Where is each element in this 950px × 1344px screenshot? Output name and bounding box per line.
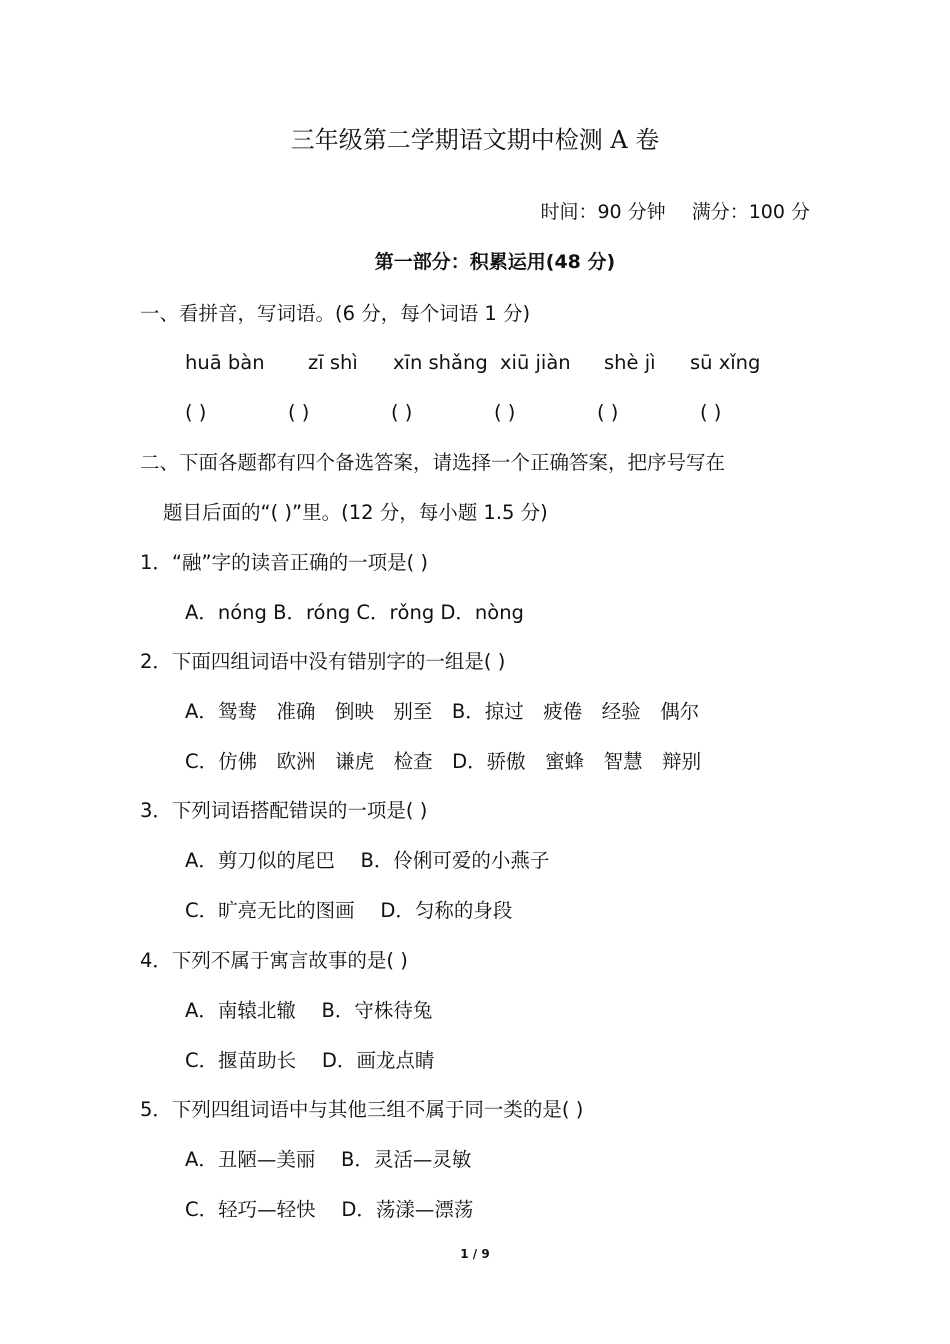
question-stem: 5．下列四组词语中与其他三组不属于同一类的是( ) bbox=[140, 1098, 584, 1121]
pinyin-item: huā bàn bbox=[185, 351, 265, 374]
question-options: C．仿佛 欧洲 谦虎 检查 D．骄傲 蜜蜂 智慧 辩别 bbox=[185, 750, 702, 773]
question-options: C．轻巧—轻快 D．荡漾—漂荡 bbox=[185, 1198, 474, 1221]
question-options: A．丑陋—美丽 B．灵活—灵敏 bbox=[185, 1148, 472, 1171]
pinyin-item: shè jì bbox=[604, 351, 656, 374]
question-options: A．剪刀似的尾巴 B．伶俐可爱的小燕子 bbox=[185, 849, 550, 872]
answer-blank[interactable]: ( ) bbox=[391, 401, 413, 424]
answer-blank[interactable]: ( ) bbox=[700, 401, 722, 424]
question-stem: 4．下列不属于寓言故事的是( ) bbox=[140, 949, 408, 972]
section2-heading-cont: 题目后面的“( )”里。(12 分，每小题 1.5 分) bbox=[163, 501, 548, 524]
pinyin-item: xīn shǎng bbox=[393, 351, 488, 374]
exam-full-score: 满分：100 分 bbox=[691, 201, 810, 223]
pinyin-item: xiū jiàn bbox=[500, 351, 571, 374]
part-one-heading: 第一部分：积累运用(48 分) bbox=[374, 251, 616, 273]
question-options: A．nóng B．róng C．rǒng D．nòng bbox=[185, 601, 524, 624]
question-options: C．揠苗助长 D．画龙点睛 bbox=[185, 1049, 435, 1072]
answer-blank[interactable]: ( ) bbox=[185, 401, 207, 424]
exam-meta bbox=[514, 203, 810, 222]
pinyin-item: sū xǐng bbox=[690, 351, 761, 374]
answer-blank[interactable]: ( ) bbox=[597, 401, 619, 424]
question-options: A．鸳鸯 准确 倒映 别至 B．掠过 疲倦 经验 偶尔 bbox=[185, 700, 700, 723]
question-options: C．旷亮无比的图画 D．匀称的身段 bbox=[185, 899, 513, 922]
page-number: 1 / 9 bbox=[460, 1247, 490, 1261]
question-stem: 1．“融”字的读音正确的一项是( ) bbox=[140, 551, 429, 574]
section1-heading: 一、看拼音，写词语。(6 分，每个词语 1 分) bbox=[140, 302, 531, 325]
page-title: 三年级第二学期语文期中检测 A 卷 bbox=[290, 126, 660, 154]
answer-blank[interactable]: ( ) bbox=[288, 401, 310, 424]
answer-blank[interactable]: ( ) bbox=[494, 401, 516, 424]
exam-time: 时间：90 分钟 bbox=[540, 201, 666, 223]
question-stem: 3．下列词语搭配错误的一项是( ) bbox=[140, 799, 428, 822]
question-options: A．南辕北辙 B．守株待兔 bbox=[185, 999, 433, 1022]
pinyin-item: zī shì bbox=[308, 351, 358, 374]
section2-heading: 二、下面各题都有四个备选答案，请选择一个正确答案，把序号写在 bbox=[140, 451, 726, 474]
question-stem: 2．下面四组词语中没有错别字的一组是( ) bbox=[140, 650, 506, 673]
